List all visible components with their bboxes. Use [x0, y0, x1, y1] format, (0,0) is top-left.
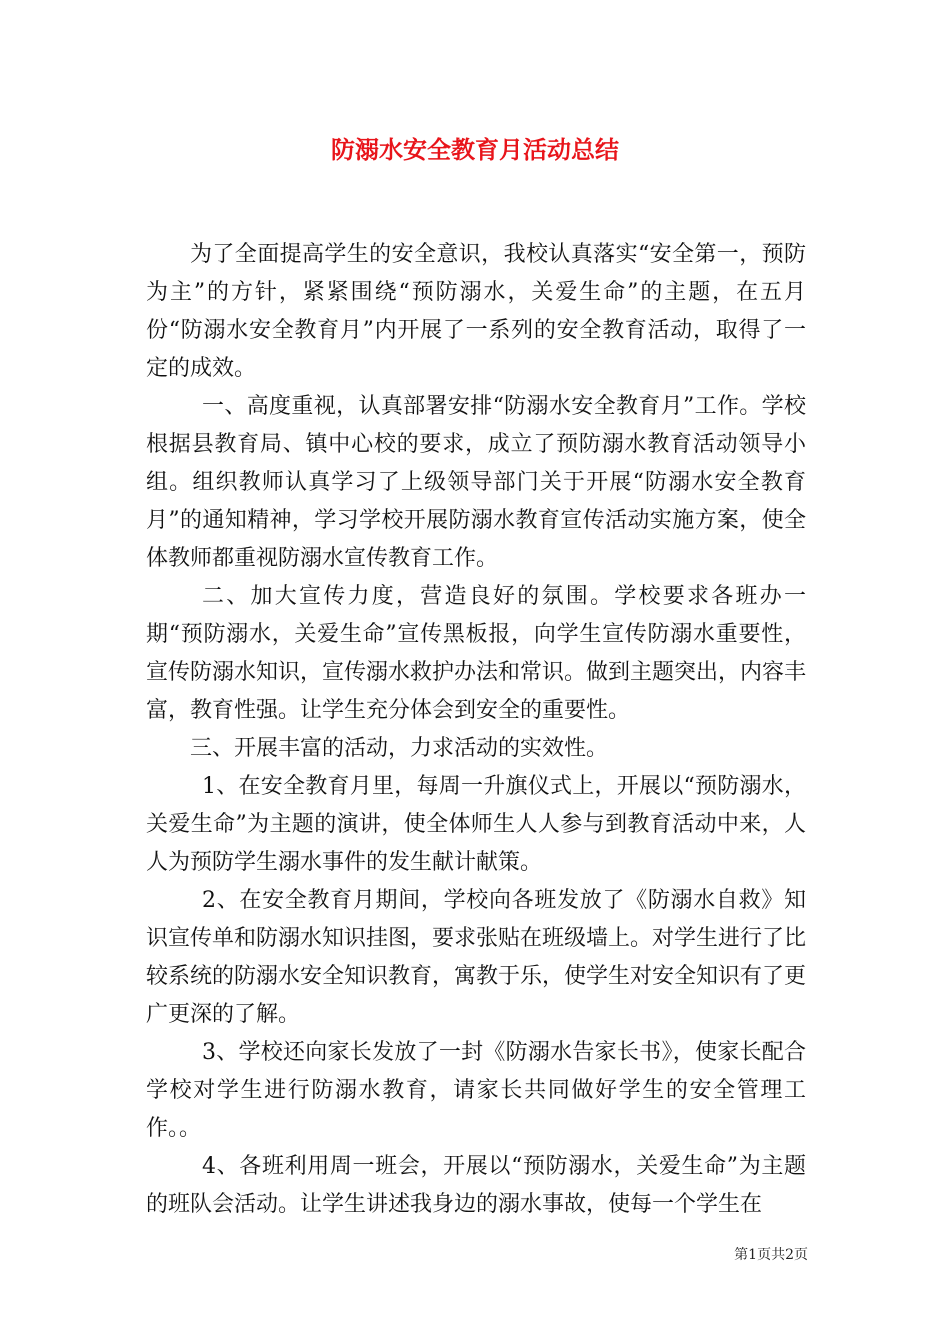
item-2-paragraph: 2、在安全教育月期间，学校向各班发放了《防溺水自救》知识宣传单和防溺水知识挂图，要求张贴在班级墙上。对学生进行了比较系统的防溺水安全知识教育，寓教于乐，使学生对安全知识有了更广更深的了解。 — [146, 888, 807, 1027]
item-4-paragraph: 4、各班利用周一班会，开展以“预防溺水，关爱生命”为主题的班队会活动。让学生讲述我身边的溺水事故，使每一个学生在 — [146, 1154, 806, 1217]
page-number-label: 第1页共2页 — [734, 1247, 808, 1263]
intro-paragraph: 为了全面提高学生的安全意识，我校认真落实“安全第一，预防为主”的方针，紧紧围绕“预防溺水，关爱生命”的主题，在五月份“防溺水安全教育月”内开展了一系列的安全教育活动，取得了一定的成效。 — [146, 242, 806, 381]
section-2-paragraph: 二、加大宣传力度，营造良好的氛围。学校要求各班办一期“预防溺水，关爱生命”宣传黑板报，向学生宣传防溺水重要性，宣传防溺水知识，宣传溺水救护办法和常识。做到主题突出，内容丰富，教育性强。让学生充分体会到安全的重要性。 — [146, 584, 807, 723]
item-3-paragraph: 3、学校还向家长发放了一封《防溺水告家长书》，使家长配合学校对学生进行防溺水教育，请家长共同做好学生的安全管理工作。。 — [146, 1040, 806, 1141]
document-title: 防溺水安全教育月活动总结 — [331, 135, 619, 164]
section-1-paragraph: 一、高度重视，认真部署安排“防溺水安全教育月”工作。学校根据县教育局、镇中心校的要求，成立了预防溺水教育活动领导小组。组织教师认真学习了上级领导部门关于开展“防溺水安全教育月”的通知精神，学习学校开展防溺水教育宣传活动实施方案，使全体教师都重视防溺水宣传教育工作。 — [146, 394, 806, 571]
item-1-paragraph: 1、在安全教育月里，每周一升旗仪式上，开展以“预防溺水，关爱生命”为主题的演讲，使全体师生人人参与到教育活动中来，人人为预防学生溺水事件的发生献计献策。 — [146, 774, 806, 875]
page-number-footer — [734, 1245, 808, 1265]
section-3-heading: 三、开展丰富的活动，力求活动的实效性。 — [190, 736, 609, 761]
document-body — [146, 236, 806, 1224]
